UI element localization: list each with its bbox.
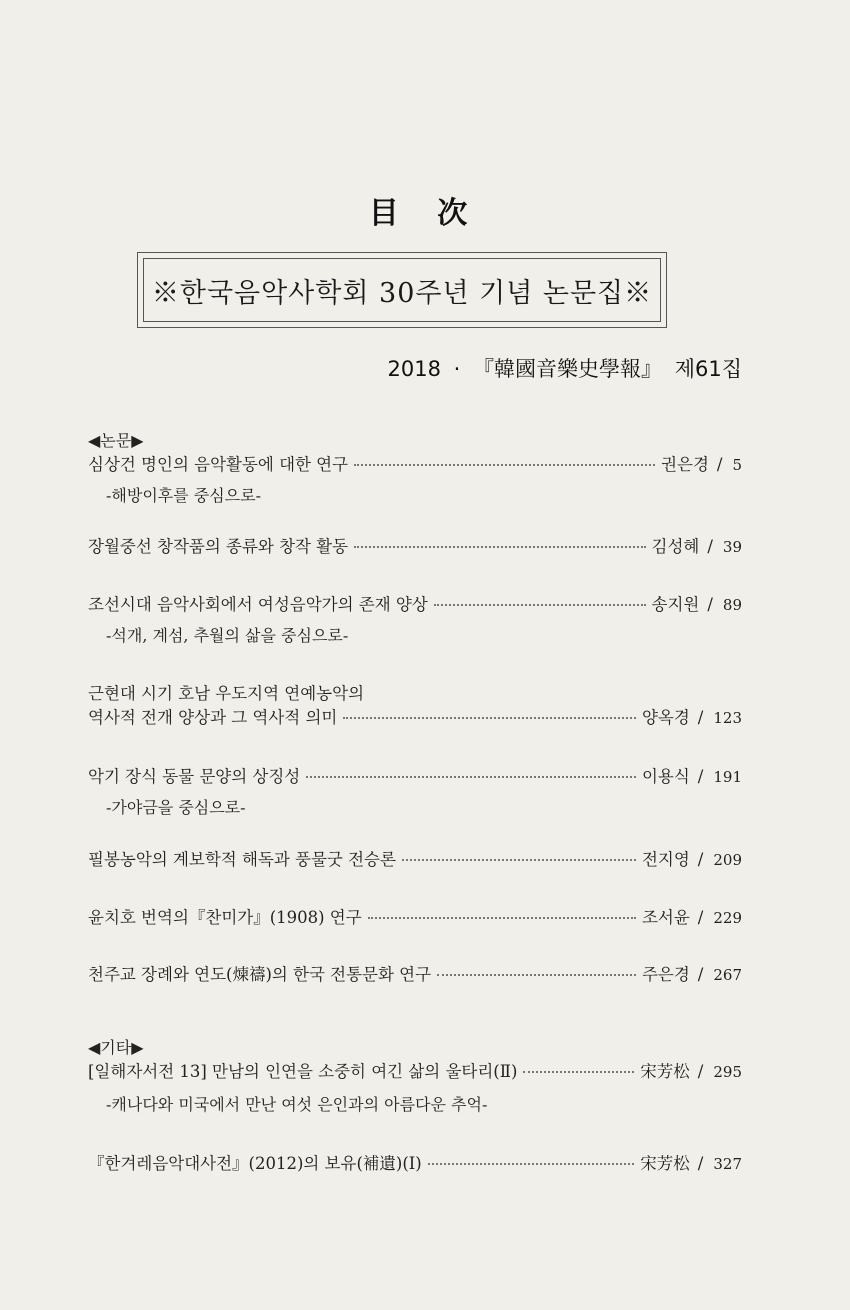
entry-title: 심상건 명인의 음악활동에 대한 연구 [88,455,349,474]
entry-author: 宋芳松 [640,1062,690,1081]
entry-subtitle: -석개, 계섬, 추월의 삶을 중심으로- [106,626,349,645]
entry-subtitle: -캐나다와 미국에서 만난 여섯 은인과의 아름다운 추억- [106,1095,488,1114]
entry-author: 宋芳松 [640,1154,690,1173]
issue-number: 제61집 [674,357,742,381]
dot-leader [428,1163,635,1165]
entry-page: 89 [722,596,742,614]
dot-leader [306,776,636,778]
entry-author: 권은경 [661,455,709,474]
entry-author: 조서윤 [641,908,690,927]
entry-page: 191 [713,768,742,786]
entry-page: 229 [713,909,742,927]
entry-author: 송지원 [651,595,700,614]
entry-page: 209 [713,851,742,869]
issue-year: 2018 [387,357,441,381]
entry-title: 장월중선 창작품의 종류와 창작 활동 [88,537,349,556]
toc-entry[interactable]: 역사적 전개 양상과 그 역사적 의미 양옥경 / 123 [88,704,742,730]
entry-subtitle: -가야금을 중심으로- [106,798,246,817]
toc-entry[interactable]: 악기 장식 동물 문양의 상징성 이용식 / 191 [88,763,742,789]
dot-leader [354,546,645,548]
entry-title: 조선시대 음악사회에서 여성음악가의 존재 양상 [88,595,428,614]
entry-title: [일해자서전 13] 만남의 인연을 소중히 여긴 삶의 울타리(Ⅱ) [88,1062,518,1081]
dot-leader [343,717,636,719]
entry-page: 295 [713,1063,742,1081]
toc-entry[interactable]: [일해자서전 13] 만남의 인연을 소중히 여긴 삶의 울타리(Ⅱ) 宋芳松 / 295 [88,1058,742,1084]
entry-author: 주은경 [641,965,690,984]
entry-title: 악기 장식 동물 문양의 상징성 [88,767,301,786]
toc-entry[interactable]: 윤치호 번역의『찬미가』(1908) 연구 조서윤 / 229 [88,904,742,930]
banner-text: ※한국음악사학회 30주년 기념 논문집※ [143,258,661,322]
dot-leader [437,974,636,976]
commemorative-banner [137,252,667,328]
dot-leader [368,917,636,919]
dot-leader [523,1071,634,1073]
entry-author: 전지영 [641,850,690,869]
entry-author: 김성혜 [651,537,700,556]
entry-title-line1: 근현대 시기 호남 우도지역 연예농악의 [88,684,365,703]
section-label-misc: ◀기타▶ [88,1038,144,1057]
entry-title: 윤치호 번역의『찬미가』(1908) 연구 [88,908,362,927]
toc-entry[interactable]: 필봉농악의 계보학적 해독과 풍물굿 전승론 전지영 / 209 [88,846,742,872]
entry-author: 양옥경 [641,708,690,727]
journal-name: 『韓國音樂史學報』 [473,357,663,381]
toc-entry[interactable]: 조선시대 음악사회에서 여성음악가의 존재 양상 송지원 / 89 [88,591,742,617]
entry-title: 필봉농악의 계보학적 해독과 풍물굿 전승론 [88,850,396,869]
entry-page: 327 [713,1155,742,1173]
page-title: 目 次 [368,196,482,231]
entry-author: 이용식 [641,767,690,786]
dot-leader [402,859,636,861]
issue-line [382,353,743,383]
dot-leader [354,464,655,466]
entry-page: 39 [722,538,742,556]
toc-entry[interactable]: 『한겨레음악대사전』(2012)의 보유(補遺)(Ⅰ) 宋芳松 / 327 [88,1150,742,1176]
section-label-papers: ◀논문▶ [88,431,144,450]
toc-entry[interactable]: 심상건 명인의 음악활동에 대한 연구 권은경 / 5 [88,451,742,477]
toc-entry[interactable]: 천주교 장례와 연도(煉禱)의 한국 전통문화 연구 주은경 / 267 [88,961,742,987]
entry-title: 『한겨레음악대사전』(2012)의 보유(補遺)(Ⅰ) [88,1154,422,1173]
entry-title: 역사적 전개 양상과 그 역사적 의미 [88,708,338,727]
dot-leader [434,604,646,606]
entry-title: 천주교 장례와 연도(煉禱)의 한국 전통문화 연구 [88,965,432,984]
toc-entry[interactable]: 장월중선 창작품의 종류와 창작 활동 김성혜 / 39 [88,533,742,559]
issue-separator: · [453,357,461,381]
entry-page: 123 [713,709,742,727]
entry-subtitle: -해방이후를 중심으로- [106,486,262,505]
entry-page: 5 [732,456,742,474]
entry-page: 267 [713,966,742,984]
